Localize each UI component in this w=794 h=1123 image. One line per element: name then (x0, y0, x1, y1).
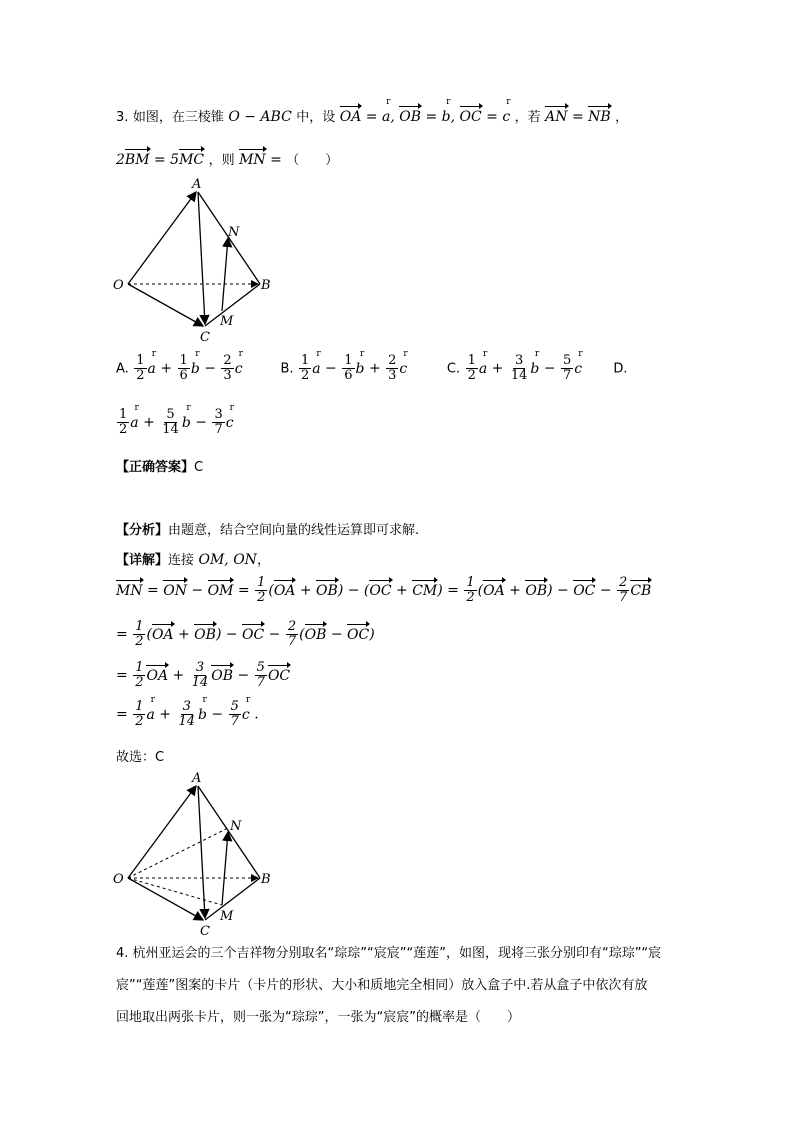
vector-MN-2 (222, 832, 228, 905)
option-A: A. $\frac{1}{2}$ r a + $\frac{1}{6}$ r b − $\frac{2}{3}$ r c (116, 354, 276, 383)
edge-OC-2 (128, 878, 203, 920)
answer-value: C (194, 460, 204, 475)
q3-vector-defs: OA = r a, OB = r b, OC = r c (340, 109, 510, 125)
edge-OA (128, 192, 196, 284)
answer-line (116, 456, 203, 475)
label-C: C (200, 330, 210, 345)
derivation-step-2: = $\frac{1}{2}$ (OA + OB) − OC − $\frac{2}{7}$ (OB − OC) (116, 619, 375, 649)
option-B-label: B. (280, 361, 294, 377)
q4-line2 (116, 974, 647, 993)
q4-number: 4. (116, 946, 129, 961)
label-N: N (228, 225, 240, 240)
q4-text-3: 回地取出两张卡片，则一张为“琮琮”，一张为“宸宸”的概率是（ ） (116, 1010, 520, 1025)
detail-connect: OM, ON (198, 552, 257, 568)
dashed-OM (128, 878, 222, 905)
q3-stem-c: ，若 (514, 110, 541, 125)
analysis-line (116, 519, 419, 538)
label-C-2: C (200, 924, 210, 938)
q3-stem-a: 如图，在三棱锥 (132, 110, 224, 125)
option-C: C. $\frac{1}{2}$ r a + $\frac{3}{14}$ r b − $\frac{5}{7}$ r c (447, 354, 609, 383)
derivation-step-3: = $\frac{1}{2}$ OA + $\frac{3}{14}$ OB − $\frac{5}{7}$ OC (116, 660, 291, 690)
q3-target: MN = (239, 152, 282, 168)
q3-stem-d: ， (615, 110, 629, 125)
label-M-2: M (220, 909, 234, 924)
label-A: A (192, 177, 202, 192)
edge-AB-2 (198, 786, 260, 878)
analysis-label: 【分析】 (116, 523, 169, 538)
label-M: M (220, 314, 234, 329)
option-D-label: D. (613, 361, 628, 377)
derivation-step-4: = $\frac{1}{2}$ r a + $\frac{3}{14}$ r b − $\frac{5}{7}$ r c . (116, 700, 259, 729)
detail-text: 连接 (168, 553, 195, 568)
q3-options-row (116, 354, 628, 383)
edge-OC (128, 284, 203, 326)
q3-number: 3. (116, 110, 129, 125)
label-B: B (261, 278, 271, 293)
q3-blank: （ ） (286, 153, 339, 168)
q3-stem-b: 中，设 (296, 110, 336, 125)
label-N-2: N (230, 819, 242, 834)
vector-MN (222, 238, 228, 311)
q4-line1 (116, 942, 661, 961)
q4-line3 (116, 1006, 520, 1025)
q3-stem-e: ，则 (208, 153, 235, 168)
q3-condition-an-nb: AN = NB (545, 109, 611, 125)
label-O: O (113, 278, 124, 293)
derivation-step-1: MN = ON − OM = $\frac{1}{2}$ (OA + OB) − (OC + CM) = $\frac{1}{2}$ (OA + OB) − OC − $\frac{2}{7}$ CB (116, 575, 652, 605)
option-C-label: C. (446, 361, 461, 377)
q4-text-2: 宸”“莲莲”图案的卡片（卡片的形状、大小和质地完全相同）放入盒子中.若从盒子中依次有放 (116, 978, 648, 993)
option-D: $\frac{1}{2}$ r a + $\frac{5}{14}$ r b − $\frac{3}{7}$ r c (116, 408, 234, 437)
label-B-2: B (261, 872, 271, 887)
detail-line: 【详解】连接 OM, ON， (116, 552, 270, 568)
q3-pyramid-name: O − ABC (228, 109, 297, 125)
q4-text-1: 杭州亚运会的三个吉祥物分别取名“琮琮”“宸宸”“莲莲”，如图，现将三张分别印有“琮琮”“宸 (132, 946, 662, 961)
detail-label: 【详解】 (116, 553, 169, 568)
analysis-text: 由题意，结合空间向量的线性运算即可求解. (168, 523, 420, 538)
dashed-ON (128, 828, 228, 878)
label-O-2: O (113, 872, 124, 887)
q3-figure (108, 176, 278, 346)
option-B: B. $\frac{1}{2}$ r a − $\frac{1}{6}$ r b + $\frac{2}{3}$ r c (280, 354, 442, 383)
edge-OA-2 (128, 786, 196, 878)
q3-condition-bm-mc: 2BM = 5MC (116, 152, 205, 168)
label-A-2: A (192, 771, 202, 786)
q3-stem-line1 (116, 106, 628, 125)
detail-result: 故选：C (116, 750, 165, 765)
vector-AC (198, 192, 205, 324)
option-A-label: A. (116, 361, 129, 377)
detail-figure (108, 768, 278, 938)
answer-label: 【正确答案】 (116, 460, 195, 475)
q3-stem-line2 (116, 149, 338, 168)
